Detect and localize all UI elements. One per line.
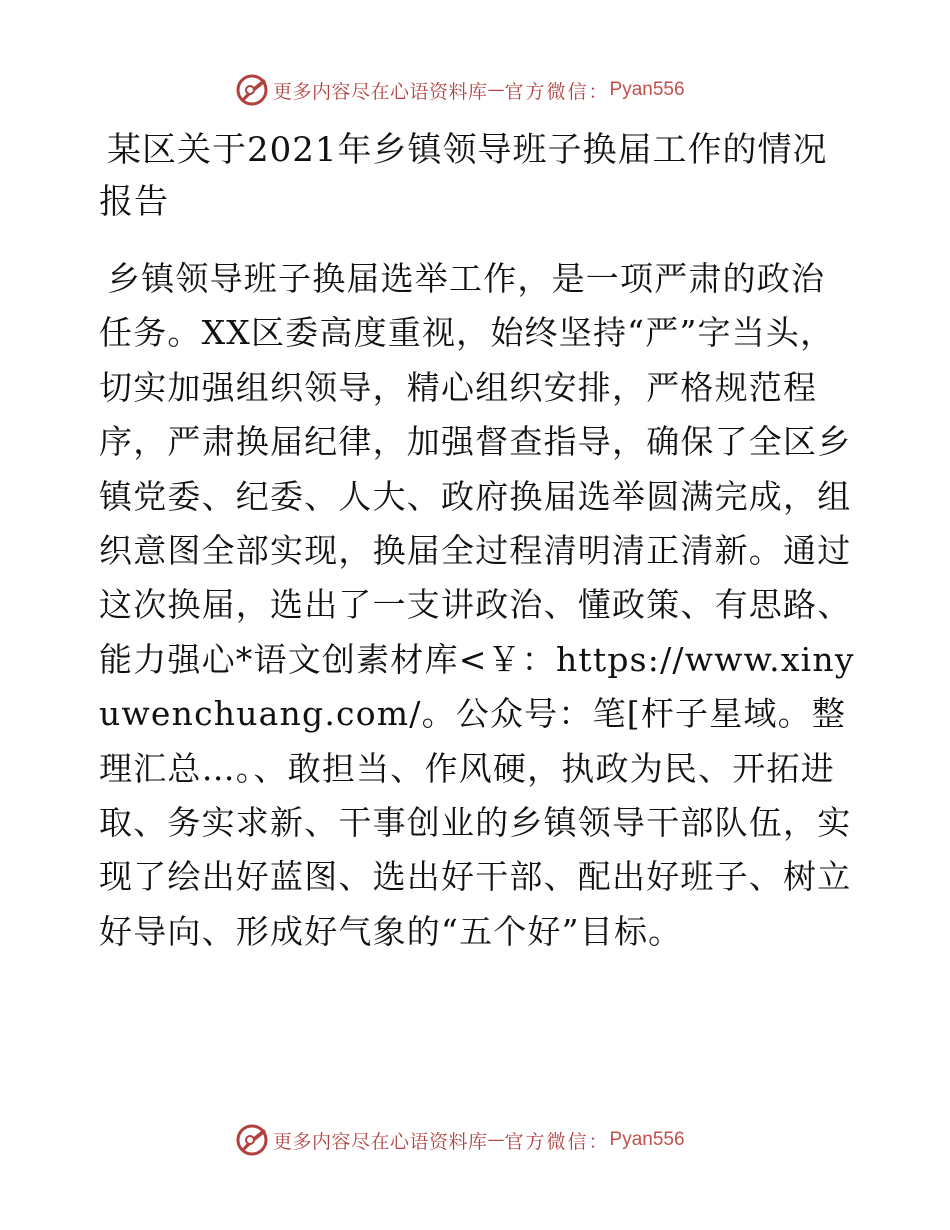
- document-body: [99, 124, 859, 959]
- footer-separator: —: [487, 1130, 505, 1150]
- header-separator: —: [487, 80, 505, 100]
- header-wechat-id: Pyan556: [609, 79, 685, 100]
- brush-logo-icon: [235, 73, 269, 107]
- header-site-name: 更多内容尽在心语资料库: [273, 80, 488, 103]
- footer-banner: [235, 1122, 685, 1158]
- header-official-label: 官方微信：: [504, 80, 610, 103]
- footer-official-label: 官方微信：: [504, 1130, 610, 1153]
- brush-logo-icon: [235, 1123, 269, 1157]
- header-banner: [235, 72, 685, 108]
- document-paragraph: 乡镇领导班子换届选举工作，是一项严肃的政治任务。XX区委高度重视，始终坚持“严”字当头，切实加强组织领导，精心组织安排，严格规范程序，严肃换届纪律，加强督查指导，确保了全区乡镇党委、纪委、人大、政府换届选举圆满完成，组织意图全部实现，换届全过程清明清正清新。通过这次换届，选出了一支讲政治、懂政策、有思路、能力强心*语文创素材库<￥：https://www.xinyuwenchuang.com/。公众号：笔[杆子星域。整理汇总…。、敢担当、作风硬，执政为民、开拓进取、务实求新、干事创业的乡镇领导干部队伍，实现了绘出好蓝图、选出好干部、配出好班子、树立好导向、形成好气象的“五个好”目标。: [99, 259, 855, 951]
- footer-site-name: 更多内容尽在心语资料库: [273, 1130, 488, 1153]
- footer-wechat-id: Pyan556: [609, 1129, 685, 1150]
- document-title: 某区关于2021年乡镇领导班子换届工作的情况报告: [99, 130, 828, 222]
